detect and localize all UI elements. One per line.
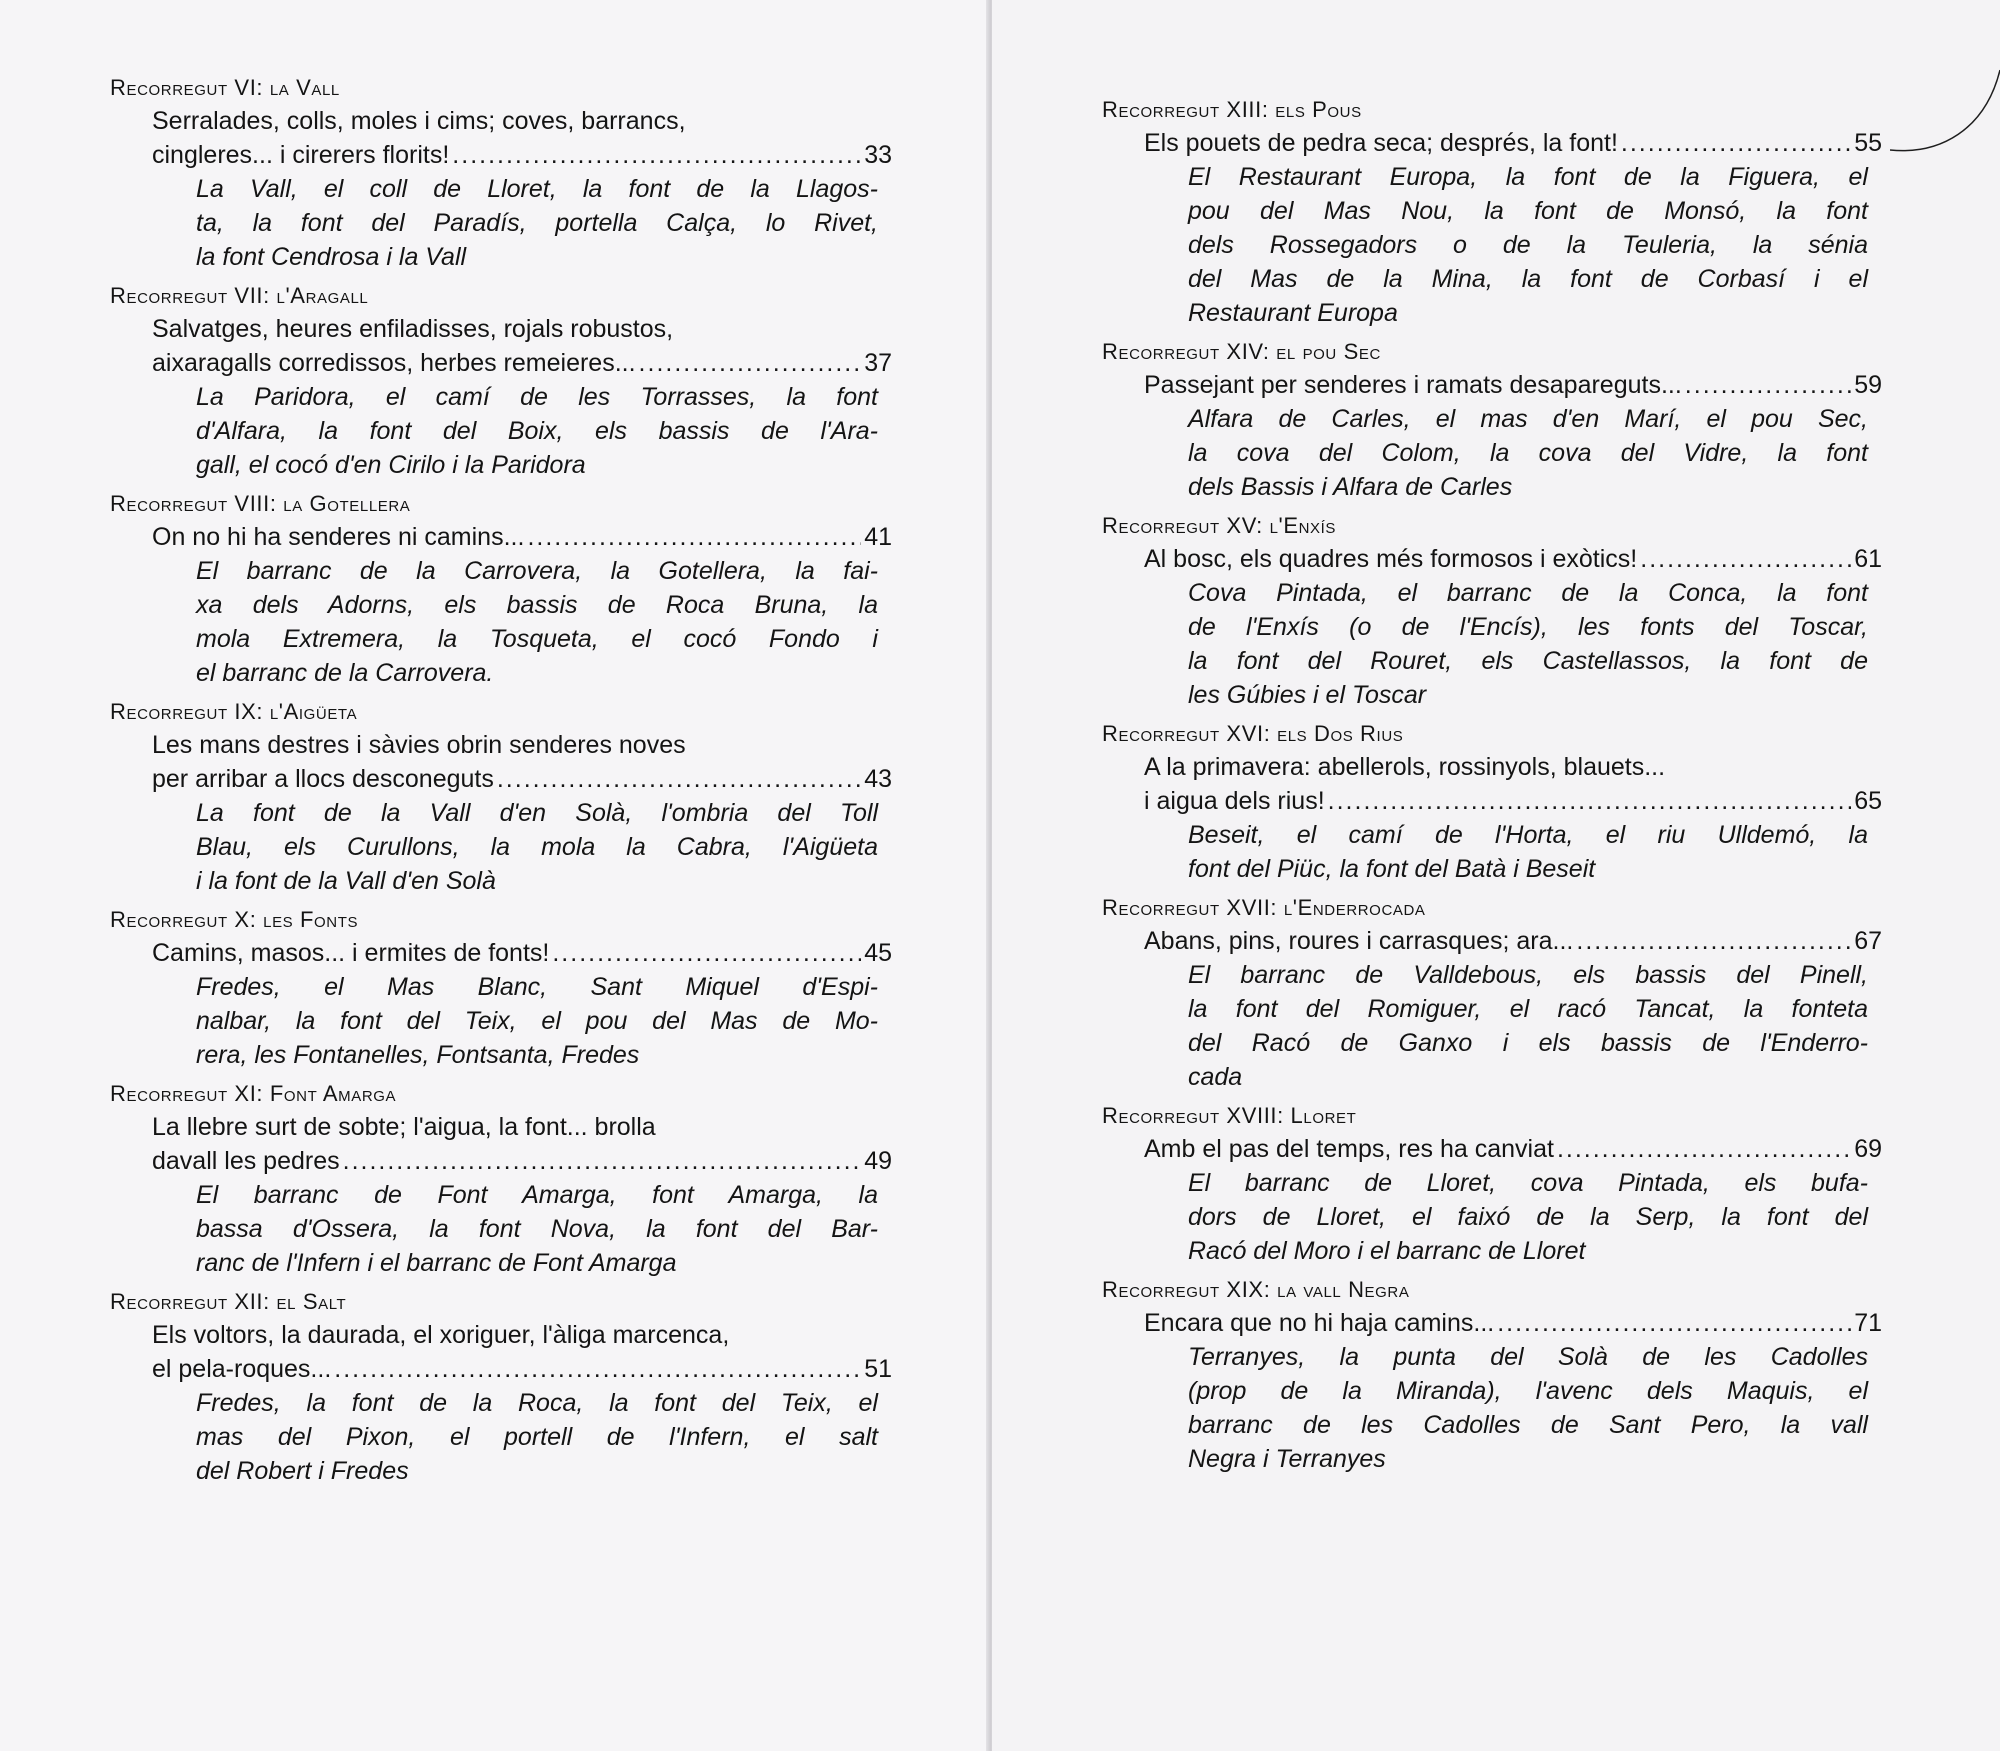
subtitle-line-with-page bbox=[152, 346, 892, 380]
page-number: 69 bbox=[1854, 1135, 1882, 1163]
toc-right-column bbox=[1102, 96, 1882, 1484]
subtitle-line-with-page bbox=[152, 520, 892, 554]
subtitle-line-with-page bbox=[152, 762, 892, 796]
route-heading: Recorregut XIII: els Pous bbox=[1102, 97, 1362, 122]
route-places bbox=[1102, 402, 1882, 504]
subtitle-line: Serralades, colls, moles i cims; coves, barrancs, bbox=[152, 107, 686, 135]
page-number: 45 bbox=[864, 939, 892, 967]
page-corner-curl bbox=[1890, 60, 2000, 170]
route-places bbox=[110, 380, 892, 482]
route-heading: Recorregut XI: Font Amarga bbox=[110, 1081, 397, 1106]
subtitle-line: La llebre surt de sobte; l'aigua, la font... brolla bbox=[152, 1113, 656, 1141]
places-line: la font del Romiguer, el racó Tancat, la fonteta bbox=[1188, 995, 1868, 1023]
subtitle-line-with-page bbox=[1144, 368, 1882, 402]
toc-left-column bbox=[110, 74, 892, 1496]
toc-entry bbox=[1102, 338, 1882, 504]
route-places bbox=[1102, 818, 1882, 886]
route-heading: Recorregut XII: el Salt bbox=[110, 1289, 347, 1314]
page-number: 41 bbox=[864, 523, 892, 551]
right-page bbox=[992, 0, 2000, 1751]
subtitle-text: Passejant per senderes i ramats desapareguts... bbox=[1144, 371, 1682, 399]
places-line: El Restaurant Europa, la font de la Figuera, el bbox=[1188, 163, 1868, 191]
subtitle-text: Amb el pas del temps, res ha canviat bbox=[1144, 1135, 1554, 1163]
dot-leader bbox=[497, 762, 861, 796]
dot-leader bbox=[343, 1144, 862, 1178]
dot-leader bbox=[1621, 126, 1851, 160]
route-heading: Recorregut XIX: la vall Negra bbox=[1102, 1277, 1410, 1302]
route-places bbox=[1102, 958, 1882, 1094]
route-subtitle bbox=[110, 520, 892, 554]
route-places bbox=[1102, 576, 1882, 712]
toc-entry bbox=[110, 906, 892, 1072]
route-heading: Recorregut XVIII: Lloret bbox=[1102, 1103, 1357, 1128]
dot-leader bbox=[1576, 924, 1851, 958]
subtitle-line: Salvatges, heures enfiladisses, rojals robustos, bbox=[152, 315, 674, 343]
places-line: (prop de la Miranda), l'avenc dels Maquis, el bbox=[1188, 1377, 1868, 1405]
toc-entry bbox=[110, 1080, 892, 1280]
places-line: mas del Pixon, el portell de l'Infern, el salt bbox=[196, 1423, 878, 1451]
toc-entry bbox=[1102, 96, 1882, 330]
places-line: i la font de la Vall d'en Solà bbox=[196, 867, 496, 895]
places-line: les Gúbies i el Toscar bbox=[1188, 681, 1427, 709]
subtitle-line: Els voltors, la daurada, el xoriguer, l'àliga marcenca, bbox=[152, 1321, 730, 1349]
subtitle-text: per arribar a llocs desconeguts bbox=[152, 765, 494, 793]
subtitle-line-with-page bbox=[152, 936, 892, 970]
dot-leader bbox=[1328, 784, 1852, 818]
subtitle-text: aixaragalls corredissos, herbes remeieres... bbox=[152, 349, 636, 377]
places-line: Terranyes, la punta del Solà de les Cadolles bbox=[1188, 1343, 1868, 1371]
places-line: dels Rossegadors o de la Teuleria, la sénia bbox=[1188, 231, 1868, 259]
toc-entry bbox=[110, 698, 892, 898]
subtitle-line: Les mans destres i sàvies obrin senderes noves bbox=[152, 731, 686, 759]
subtitle-line-with-page bbox=[1144, 542, 1882, 576]
subtitle-text: Abans, pins, roures i carrasques; ara... bbox=[1144, 927, 1574, 955]
places-line: d'Alfara, la font del Boix, els bassis de l'Ara- bbox=[196, 417, 878, 445]
route-places bbox=[110, 970, 892, 1072]
route-subtitle bbox=[110, 1318, 892, 1386]
page-number: 61 bbox=[1854, 545, 1882, 573]
subtitle-line-with-page bbox=[152, 1144, 892, 1178]
route-places bbox=[110, 172, 892, 274]
subtitle-line-with-page bbox=[1144, 1306, 1882, 1340]
places-line: del Robert i Fredes bbox=[196, 1457, 409, 1485]
page-number: 67 bbox=[1854, 927, 1882, 955]
route-subtitle bbox=[1102, 1132, 1882, 1166]
places-line: Racó del Moro i el barranc de Lloret bbox=[1188, 1237, 1586, 1265]
places-line: pou del Mas Nou, la font de Monsó, la font bbox=[1188, 197, 1868, 225]
subtitle-text: Encara que no hi haja camins... bbox=[1144, 1309, 1495, 1337]
places-line: bassa d'Ossera, la font Nova, la font del Bar- bbox=[196, 1215, 878, 1243]
route-subtitle bbox=[110, 312, 892, 380]
route-heading: Recorregut XV: l'Enxís bbox=[1102, 513, 1337, 538]
subtitle-line-with-page bbox=[152, 1352, 892, 1386]
places-line: dors de Lloret, el faixó de la Serp, la font del bbox=[1188, 1203, 1868, 1231]
places-line: Fredes, el Mas Blanc, Sant Miquel d'Espi- bbox=[196, 973, 878, 1001]
route-places bbox=[110, 1178, 892, 1280]
places-line: xa dels Adorns, els bassis de Roca Bruna, la bbox=[196, 591, 878, 619]
places-line: Blau, els Curullons, la mola la Cabra, l'Aigüeta bbox=[196, 833, 878, 861]
subtitle-text: On no hi ha senderes ni camins... bbox=[152, 523, 525, 551]
route-places bbox=[110, 1386, 892, 1488]
places-line: Restaurant Europa bbox=[1188, 299, 1398, 327]
route-subtitle bbox=[110, 936, 892, 970]
places-line: la cova del Colom, la cova del Vidre, la font bbox=[1188, 439, 1868, 467]
places-line: del Mas de la Mina, la font de Corbasí i el bbox=[1188, 265, 1868, 293]
route-places bbox=[1102, 160, 1882, 330]
places-line: El barranc de Font Amarga, font Amarga, la bbox=[196, 1181, 878, 1209]
route-subtitle bbox=[1102, 368, 1882, 402]
places-line: gall, el cocó d'en Cirilo i la Paridora bbox=[196, 451, 586, 479]
places-line: cada bbox=[1188, 1063, 1243, 1091]
places-line: El barranc de Lloret, cova Pintada, els bufa- bbox=[1188, 1169, 1868, 1197]
places-line: La Paridora, el camí de les Torrasses, la font bbox=[196, 383, 878, 411]
route-places bbox=[1102, 1340, 1882, 1476]
subtitle-text: davall les pedres bbox=[152, 1147, 340, 1175]
left-page bbox=[0, 0, 990, 1751]
route-subtitle bbox=[1102, 126, 1882, 160]
page-number: 37 bbox=[864, 349, 892, 377]
page-number: 71 bbox=[1854, 1309, 1882, 1337]
dot-leader bbox=[334, 1352, 861, 1386]
places-line: Negra i Terranyes bbox=[1188, 1445, 1386, 1473]
route-subtitle bbox=[1102, 750, 1882, 818]
places-line: el barranc de la Carrovera. bbox=[196, 659, 494, 687]
places-line: La font de la Vall d'en Solà, l'ombria del Toll bbox=[196, 799, 878, 827]
page-number: 59 bbox=[1854, 371, 1882, 399]
route-heading: Recorregut VII: l'Aragall bbox=[110, 283, 369, 308]
subtitle-line: A la primavera: abellerols, rossinyols, blauets... bbox=[1144, 753, 1666, 781]
route-subtitle bbox=[1102, 924, 1882, 958]
places-line: rera, les Fontanelles, Fontsanta, Fredes bbox=[196, 1041, 640, 1069]
toc-entry bbox=[1102, 1102, 1882, 1268]
page-number: 55 bbox=[1854, 129, 1882, 157]
places-line: del Racó de Ganxo i els bassis de l'Enderro- bbox=[1188, 1029, 1868, 1057]
route-subtitle bbox=[110, 1110, 892, 1178]
subtitle-text: el pela-roques... bbox=[152, 1355, 332, 1383]
dot-leader bbox=[1497, 1306, 1851, 1340]
toc-entry bbox=[1102, 894, 1882, 1094]
toc-entry bbox=[1102, 720, 1882, 886]
subtitle-text: Els pouets de pedra seca; després, la font! bbox=[1144, 129, 1618, 157]
route-heading: Recorregut VIII: la Gotellera bbox=[110, 491, 411, 516]
places-line: ta, la font del Paradís, portella Calça, lo Rivet, bbox=[196, 209, 878, 237]
places-line: dels Bassis i Alfara de Carles bbox=[1188, 473, 1513, 501]
places-line: nalbar, la font del Teix, el pou del Mas de Mo- bbox=[196, 1007, 878, 1035]
route-heading: Recorregut VI: la Vall bbox=[110, 75, 340, 100]
subtitle-text: i aigua dels rius! bbox=[1144, 787, 1325, 815]
subtitle-text: Camins, masos... i ermites de fonts! bbox=[152, 939, 550, 967]
places-line: Alfara de Carles, el mas d'en Marí, el pou Sec, bbox=[1188, 405, 1868, 433]
places-line: El barranc de Valldebous, els bassis del Pinell, bbox=[1188, 961, 1868, 989]
dot-leader bbox=[527, 520, 861, 554]
route-heading: Recorregut X: les Fonts bbox=[110, 907, 359, 932]
places-line: La Vall, el coll de Lloret, la font de la Llagos- bbox=[196, 175, 878, 203]
subtitle-line-with-page bbox=[1144, 924, 1882, 958]
dot-leader bbox=[1640, 542, 1851, 576]
subtitle-line-with-page bbox=[1144, 1132, 1882, 1166]
route-subtitle bbox=[1102, 1306, 1882, 1340]
subtitle-line-with-page bbox=[152, 138, 892, 172]
dot-leader bbox=[552, 936, 861, 970]
dot-leader bbox=[452, 138, 861, 172]
route-subtitle bbox=[110, 104, 892, 172]
dot-leader bbox=[639, 346, 862, 380]
toc-entry bbox=[110, 74, 892, 274]
places-line: Beseit, el camí de l'Horta, el riu Ulldemó, la bbox=[1188, 821, 1868, 849]
places-line: Cova Pintada, el barranc de la Conca, la font bbox=[1188, 579, 1868, 607]
places-line: barranc de les Cadolles de Sant Pero, la vall bbox=[1188, 1411, 1868, 1439]
toc-entry bbox=[1102, 1276, 1882, 1476]
places-line: mola Extremera, la Tosqueta, el cocó Fondo i bbox=[196, 625, 878, 653]
places-line: ranc de l'Infern i el barranc de Font Amarga bbox=[196, 1249, 677, 1277]
route-places bbox=[1102, 1166, 1882, 1268]
dot-leader bbox=[1685, 368, 1851, 402]
subtitle-line-with-page bbox=[1144, 784, 1882, 818]
places-line: Fredes, la font de la Roca, la font del Teix, el bbox=[196, 1389, 878, 1417]
page-number: 51 bbox=[864, 1355, 892, 1383]
route-heading: Recorregut XVII: l'Enderrocada bbox=[1102, 895, 1426, 920]
route-subtitle bbox=[110, 728, 892, 796]
page-number: 43 bbox=[864, 765, 892, 793]
places-line: El barranc de la Carrovera, la Gotellera, la fai- bbox=[196, 557, 878, 585]
toc-entry bbox=[110, 490, 892, 690]
page-number: 33 bbox=[864, 141, 892, 169]
subtitle-text: Al bosc, els quadres més formosos i exòtics! bbox=[1144, 545, 1638, 573]
subtitle-text: cingleres... i cirerers florits! bbox=[152, 141, 450, 169]
route-heading: Recorregut XIV: el pou Sec bbox=[1102, 339, 1381, 364]
dot-leader bbox=[1557, 1132, 1851, 1166]
places-line: la font Cendrosa i la Vall bbox=[196, 243, 467, 271]
page-number: 49 bbox=[864, 1147, 892, 1175]
toc-entry bbox=[110, 1288, 892, 1488]
route-subtitle bbox=[1102, 542, 1882, 576]
places-line: font del Piüc, la font del Batà i Beseit bbox=[1188, 855, 1596, 883]
route-heading: Recorregut IX: l'Aigüeta bbox=[110, 699, 358, 724]
toc-entry bbox=[1102, 512, 1882, 712]
route-places bbox=[110, 554, 892, 690]
route-heading: Recorregut XVI: els Dos Rius bbox=[1102, 721, 1404, 746]
toc-entry bbox=[110, 282, 892, 482]
places-line: de l'Enxís (o de l'Encís), les fonts del Toscar, bbox=[1188, 613, 1868, 641]
page-number: 65 bbox=[1854, 787, 1882, 815]
route-places bbox=[110, 796, 892, 898]
places-line: la font del Rouret, els Castellassos, la font de bbox=[1188, 647, 1868, 675]
subtitle-line-with-page bbox=[1144, 126, 1882, 160]
